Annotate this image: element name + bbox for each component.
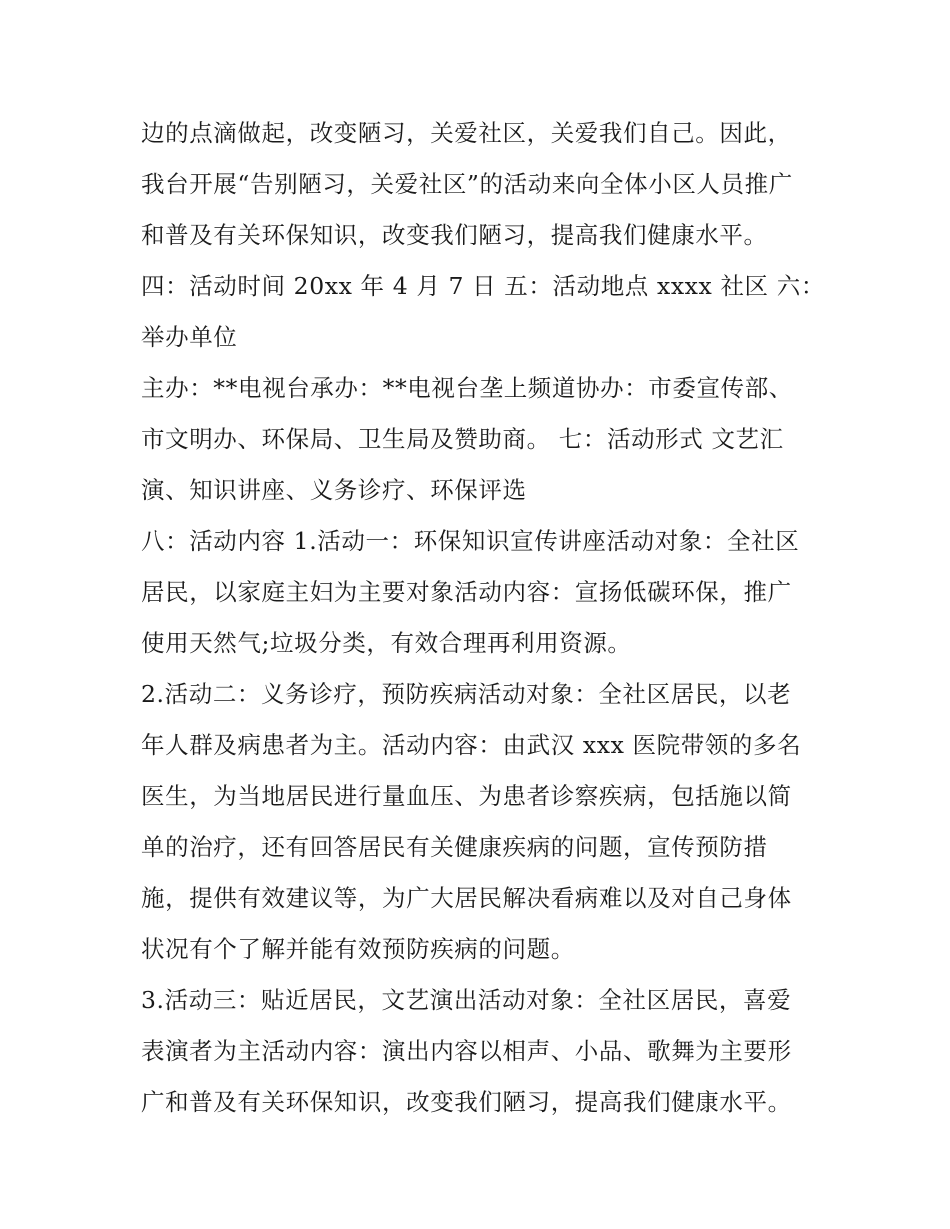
text-line: 年人群及病患者为主。活动内容：由武汉 xxx 医院带领的多名 bbox=[141, 731, 802, 759]
text-line: 施，提供有效建议等，为广大居民解决看病难以及对自己身体 bbox=[141, 884, 792, 912]
text-line: 居民，以家庭主妇为主要对象活动内容：宣扬低碳环保，推广 bbox=[141, 578, 792, 606]
text-line: 演、知识讲座、义务诊疗、环保评选 bbox=[141, 476, 527, 504]
text-line: 我台开展“告别陋习，关爱社区”的活动来向全体小区人员推广 bbox=[141, 170, 793, 198]
text-line: 单的治疗，还有回答居民有关健康疾病的问题，宣传预防措 bbox=[141, 833, 768, 861]
text-line: 举办单位 bbox=[141, 323, 238, 351]
text-line: 八：活动内容 1.活动一：环保知识宣传讲座活动对象：全社区 bbox=[141, 527, 800, 555]
text-line: 和普及有关环保知识，改变我们陋习，提高我们健康水平。 bbox=[141, 221, 768, 249]
text-line: 主办：**电视台承办：**电视台垄上频道协办：市委宣传部、 bbox=[141, 374, 793, 402]
text-line: 状况有个了解并能有效预防疾病的问题。 bbox=[141, 935, 575, 963]
text-line: 边的点滴做起，改变陋习，关爱社区，关爱我们自己。因此， bbox=[141, 119, 792, 147]
text-line: 2.活动二：义务诊疗，预防疾病活动对象：全社区居民，以老 bbox=[141, 680, 792, 708]
text-line: 广和普及有关环保知识，改变我们陋习，提高我们健康水平。 bbox=[141, 1088, 792, 1116]
text-line: 医生，为当地居民进行量血压、为患者诊察疾病，包括施以简 bbox=[141, 782, 792, 810]
text-line: 使用天然气;垃圾分类，有效合理再利用资源。 bbox=[141, 629, 632, 657]
text-line: 市文明办、环保局、卫生局及赞助商。 七：活动形式 文艺汇 bbox=[141, 425, 784, 453]
text-line: 表演者为主活动内容：演出内容以相声、小品、歌舞为主要形 bbox=[141, 1037, 792, 1065]
text-line: 3.活动三：贴近居民，文艺演出活动对象：全社区居民，喜爱 bbox=[141, 986, 792, 1014]
document-body bbox=[141, 108, 825, 1128]
text-line: 四：活动时间 20xx 年 4 月 7 日 五：活动地点 xxxx 社区 六： bbox=[141, 272, 825, 300]
